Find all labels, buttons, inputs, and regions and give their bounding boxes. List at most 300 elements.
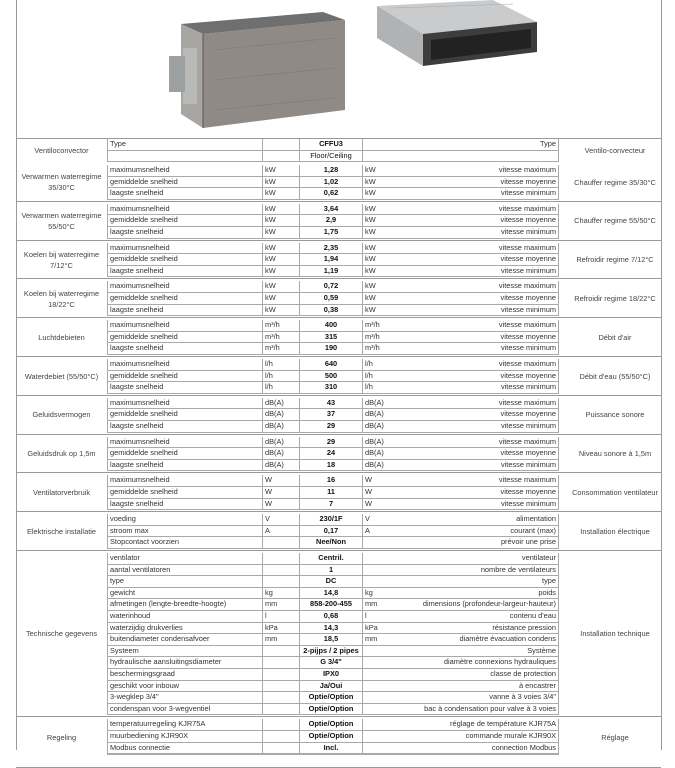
- value: 37: [300, 409, 363, 421]
- spec-section: [16, 475, 671, 510]
- header-left-label: Ventiloconvector: [34, 145, 89, 155]
- property-nl: gemiddelde snelheid: [108, 215, 263, 227]
- section-label-fr: Niveau sonore à 1,5m: [578, 449, 652, 459]
- section-label-fr: Débit d'air: [598, 332, 632, 342]
- property-nl: maximumsnelheid: [108, 243, 263, 254]
- property-fr: vitesse maximum: [391, 204, 559, 215]
- property-fr: vitesse moyenne: [391, 254, 559, 266]
- unit-left: [263, 730, 300, 742]
- property-nl: gemiddelde snelheid: [108, 370, 263, 382]
- unit-left: kW: [263, 304, 300, 316]
- value: 310: [300, 382, 363, 394]
- property-fr: vanne à 3 voies 3/4": [391, 692, 559, 704]
- spec-section: [16, 359, 671, 394]
- property-fr: vitesse minimum: [391, 498, 559, 510]
- property-nl: muurbediening KJR90X: [108, 730, 263, 742]
- property-nl: [108, 754, 263, 755]
- unit-left: W: [263, 486, 300, 498]
- property-nl: laagste snelheid: [108, 498, 263, 510]
- unit-left: [263, 754, 300, 755]
- property-nl: Modbus connectie: [108, 742, 263, 754]
- spec-row: [16, 514, 671, 525]
- property-fr: vitesse moyenne: [391, 292, 559, 304]
- model-subtitle: Floor/Ceiling: [300, 150, 363, 162]
- property-nl: type: [108, 576, 263, 588]
- section-label-nl: Regeling: [46, 732, 77, 742]
- section-separator: [16, 716, 661, 717]
- property-nl: gemiddelde snelheid: [108, 331, 263, 343]
- value: 7: [300, 498, 363, 510]
- value: 500: [300, 370, 363, 382]
- property-nl: waterzijdig drukverlies: [108, 622, 263, 634]
- property-fr: diamètre évacuation condens: [391, 634, 559, 646]
- unit-right: kW: [363, 176, 392, 188]
- unit-right: m³/h: [363, 320, 392, 331]
- property-nl: beschermingsgraad: [108, 668, 263, 680]
- unit-right: [363, 553, 392, 564]
- section-label-nl: Ventilatorverbruik: [32, 488, 91, 498]
- unit-left: dB(A): [263, 409, 300, 421]
- value: 14,3: [300, 622, 363, 634]
- unit-left: [263, 719, 300, 730]
- value: 29: [300, 437, 363, 448]
- unit-right: [363, 692, 392, 704]
- property-fr: vitesse maximum: [391, 243, 559, 254]
- unit-right: kW: [363, 292, 392, 304]
- unit-right: [363, 742, 392, 754]
- section-label-fr: Installation technique: [580, 629, 650, 639]
- property-nl: laagste snelheid: [108, 265, 263, 277]
- section-label-fr: Installation électrique: [580, 526, 650, 536]
- property-fr: vitesse moyenne: [391, 486, 559, 498]
- property-fr: vitesse minimum: [391, 343, 559, 355]
- value: 11: [300, 486, 363, 498]
- property-fr: bac à condensation pour valve à 3 voies: [391, 703, 559, 715]
- property-fr: vitesse moyenne: [391, 331, 559, 343]
- property-nl: gemiddelde snelheid: [108, 292, 263, 304]
- unit-right: kW: [363, 304, 392, 316]
- property-nl: Stopcontact voorzien: [108, 537, 263, 549]
- property-nl: afmetingen (lengte-breedte-hoogte): [108, 599, 263, 611]
- property-nl: maximumsnelheid: [108, 320, 263, 331]
- unit-right: [363, 730, 392, 742]
- section-label-fr: Chauffer regime 35/30°C: [574, 177, 656, 187]
- unit-right: [363, 719, 392, 730]
- property-nl: gemiddelde snelheid: [108, 254, 263, 266]
- section-label-fr: Refroidir regime 7/12°C: [576, 255, 654, 265]
- unit-right: kg: [363, 587, 392, 599]
- section-label-fr: Chauffer regime 55/50°C: [574, 216, 656, 226]
- property-nl: maximumsnelheid: [108, 398, 263, 409]
- unit-right: dB(A): [363, 459, 392, 471]
- property-nl: geschikt voor inbouw: [108, 680, 263, 692]
- unit-right: dB(A): [363, 448, 392, 460]
- property-fr: Système: [391, 645, 559, 657]
- property-fr: [391, 754, 559, 755]
- property-nl: ventilator: [108, 553, 263, 564]
- unit-left: kW: [263, 215, 300, 227]
- spec-row: [16, 243, 671, 254]
- value: 2,35: [300, 243, 363, 254]
- unit-right: W: [363, 475, 392, 486]
- property-nl: condenspan voor 3-wegventiel: [108, 703, 263, 715]
- spec-section: [16, 514, 671, 549]
- value: [300, 754, 363, 755]
- property-fr: réglage de température KJR75A: [391, 719, 559, 730]
- section-label-nl: Geluidsdruk op 1,5m: [27, 449, 96, 459]
- property-fr: vitesse moyenne: [391, 176, 559, 188]
- unit-right: V: [363, 514, 392, 525]
- spec-section: [16, 204, 671, 239]
- unit-left: dB(A): [263, 437, 300, 448]
- blank-cell: [263, 150, 300, 162]
- unit-right: m³/h: [363, 331, 392, 343]
- unit-left: [263, 668, 300, 680]
- section-separator: [16, 240, 661, 241]
- spec-section: [16, 243, 671, 278]
- unit-left: [263, 657, 300, 669]
- unit-right: dB(A): [363, 437, 392, 448]
- value: Optie/Option: [300, 719, 363, 730]
- unit-left: W: [263, 475, 300, 486]
- property-fr: vitesse moyenne: [391, 215, 559, 227]
- section-label-nl: Waterdebiet (55/50°C): [24, 371, 99, 381]
- section-label-nl: Elektrische installatie: [26, 526, 96, 536]
- section-separator: [16, 201, 661, 202]
- value: 400: [300, 320, 363, 331]
- value: 0,38: [300, 304, 363, 316]
- value: 1,28: [300, 165, 363, 176]
- unit-left: mm: [263, 599, 300, 611]
- section-label-nl: Luchtdebieten: [38, 332, 85, 342]
- property-nl: laagste snelheid: [108, 304, 263, 316]
- unit-right: mm: [363, 599, 392, 611]
- unit-left: kW: [263, 243, 300, 254]
- property-nl: laagste snelheid: [108, 459, 263, 471]
- value: 18: [300, 459, 363, 471]
- unit-left: kg: [263, 587, 300, 599]
- unit-left: kW: [263, 281, 300, 292]
- property-fr: dimensions (profondeur-largeur-hauteur): [391, 599, 559, 611]
- unit-right: [363, 645, 392, 657]
- unit-left: [263, 553, 300, 564]
- unit-left: kW: [263, 292, 300, 304]
- unit-right: [363, 754, 392, 755]
- value: 315: [300, 331, 363, 343]
- unit-right: kW: [363, 204, 392, 215]
- unit-left: kW: [263, 165, 300, 176]
- value: 29: [300, 420, 363, 432]
- value: 190: [300, 343, 363, 355]
- unit-right: l/h: [363, 382, 392, 394]
- unit-left: [263, 564, 300, 576]
- blank-cell: [363, 139, 392, 150]
- property-nl: buitendiameter condensafvoer: [108, 634, 263, 646]
- spec-row: [16, 204, 671, 215]
- property-nl: laagste snelheid: [108, 382, 263, 394]
- section-separator: [16, 317, 661, 318]
- value: 230/1F: [300, 514, 363, 525]
- type-label-fr: Type: [391, 139, 559, 150]
- unit-right: dB(A): [363, 398, 392, 409]
- unit-right: kW: [363, 188, 392, 200]
- unit-right: mm: [363, 634, 392, 646]
- property-nl: maximumsnelheid: [108, 475, 263, 486]
- value: 2,9: [300, 215, 363, 227]
- value: Optie/Option: [300, 692, 363, 704]
- unit-right: A: [363, 525, 392, 537]
- property-nl: maximumsnelheid: [108, 359, 263, 370]
- unit-left: [263, 692, 300, 704]
- section-label-nl: Koelen bij waterregime 7/12°C: [23, 249, 100, 270]
- unit-left: kW: [263, 188, 300, 200]
- property-fr: classe de protection: [391, 668, 559, 680]
- section-label-fr: Refroidir regime 18/22°C: [574, 294, 656, 304]
- unit-left: [263, 537, 300, 549]
- unit-right: W: [363, 486, 392, 498]
- unit-left: V: [263, 514, 300, 525]
- blank-cell: [363, 150, 392, 162]
- unit-right: dB(A): [363, 420, 392, 432]
- property-fr: à encastrer: [391, 680, 559, 692]
- value: 18,5: [300, 634, 363, 646]
- property-nl: maximumsnelheid: [108, 204, 263, 215]
- property-nl: maximumsnelheid: [108, 437, 263, 448]
- value: 1: [300, 564, 363, 576]
- value: 1,75: [300, 226, 363, 238]
- value: 640: [300, 359, 363, 370]
- unit-left: [263, 742, 300, 754]
- unit-left: [263, 645, 300, 657]
- unit-left: l/h: [263, 382, 300, 394]
- spec-row: [16, 437, 671, 448]
- value: 2-pijps / 2 pipes: [300, 645, 363, 657]
- section-separator: [16, 395, 661, 396]
- value: Incl.: [300, 742, 363, 754]
- unit-left: l/h: [263, 370, 300, 382]
- unit-left: kW: [263, 226, 300, 238]
- property-fr: vitesse moyenne: [391, 370, 559, 382]
- value: G 3/4": [300, 657, 363, 669]
- property-fr: diamètre connexions hydrauliques: [391, 657, 559, 669]
- unit-right: kW: [363, 254, 392, 266]
- unit-left: kW: [263, 176, 300, 188]
- model-name: CFFU3: [300, 139, 363, 150]
- unit-left: l: [263, 610, 300, 622]
- value: 43: [300, 398, 363, 409]
- property-fr: vitesse moyenne: [391, 409, 559, 421]
- property-fr: vitesse minimum: [391, 304, 559, 316]
- property-fr: courant (max): [391, 525, 559, 537]
- property-nl: hydraulische aansluitingsdiameter: [108, 657, 263, 669]
- unit-left: dB(A): [263, 448, 300, 460]
- property-nl: maximumsnelheid: [108, 165, 263, 176]
- unit-right: l: [363, 610, 392, 622]
- spec-section: [16, 553, 671, 715]
- value: 858-200-455: [300, 599, 363, 611]
- spec-row: [16, 475, 671, 486]
- spec-row: [16, 320, 671, 331]
- value: 1,02: [300, 176, 363, 188]
- value: Optie/Option: [300, 730, 363, 742]
- spec-section: [16, 281, 671, 316]
- section-label-nl: Verwarmen waterregime 55/50°C: [21, 210, 102, 231]
- property-fr: vitesse maximum: [391, 398, 559, 409]
- property-nl: voeding: [108, 514, 263, 525]
- unit-right: l/h: [363, 359, 392, 370]
- property-fr: vitesse maximum: [391, 475, 559, 486]
- unit-right: [363, 576, 392, 588]
- spec-section: [16, 437, 671, 472]
- value: IPX0: [300, 668, 363, 680]
- spec-section: [16, 165, 671, 200]
- property-fr: alimentation: [391, 514, 559, 525]
- property-nl: gewicht: [108, 587, 263, 599]
- spec-row: [16, 553, 671, 564]
- property-fr: vitesse minimum: [391, 459, 559, 471]
- unit-left: dB(A): [263, 459, 300, 471]
- unit-left: [263, 680, 300, 692]
- unit-right: [363, 668, 392, 680]
- unit-right: kW: [363, 215, 392, 227]
- unit-right: kPa: [363, 622, 392, 634]
- section-separator: [16, 511, 661, 512]
- section-label-fr: Débit d'eau (55/50°C): [579, 371, 651, 381]
- property-nl: laagste snelheid: [108, 188, 263, 200]
- section-separator: [16, 472, 661, 473]
- section-separator: [16, 278, 661, 279]
- property-fr: vitesse maximum: [391, 320, 559, 331]
- value: 24: [300, 448, 363, 460]
- value: DC: [300, 576, 363, 588]
- unit-right: kW: [363, 165, 392, 176]
- section-label-nl: Technische gegevens: [25, 629, 98, 639]
- blank-cell: [108, 150, 263, 162]
- type-label-nl: Type: [108, 139, 263, 150]
- section-label-fr: Consommation ventilateur: [572, 488, 658, 498]
- unit-right: dB(A): [363, 409, 392, 421]
- property-fr: type: [391, 576, 559, 588]
- unit-left: A: [263, 525, 300, 537]
- blank-cell: [391, 150, 559, 162]
- property-nl: gemiddelde snelheid: [108, 176, 263, 188]
- property-nl: laagste snelheid: [108, 420, 263, 432]
- value: 0,68: [300, 610, 363, 622]
- value: 0,72: [300, 281, 363, 292]
- property-fr: ventilateur: [391, 553, 559, 564]
- unit-left: W: [263, 498, 300, 510]
- unit-left: m³/h: [263, 343, 300, 355]
- spec-section: [16, 398, 671, 433]
- unit-right: kW: [363, 243, 392, 254]
- property-nl: 3-wegklep 3/4": [108, 692, 263, 704]
- unit-right: [363, 564, 392, 576]
- property-fr: vitesse minimum: [391, 265, 559, 277]
- property-fr: poids: [391, 587, 559, 599]
- property-fr: vitesse maximum: [391, 281, 559, 292]
- unit-left: l/h: [263, 359, 300, 370]
- property-nl: gemiddelde snelheid: [108, 409, 263, 421]
- property-nl: stroom max: [108, 525, 263, 537]
- unit-right: [363, 657, 392, 669]
- property-fr: commande murale KJR90X: [391, 730, 559, 742]
- value: Ja/Oui: [300, 680, 363, 692]
- property-fr: nombre de ventilateurs: [391, 564, 559, 576]
- unit-right: kW: [363, 265, 392, 277]
- property-nl: laagste snelheid: [108, 226, 263, 238]
- section-label-nl: Verwarmen waterregime 35/30°C: [21, 172, 102, 193]
- property-fr: vitesse maximum: [391, 437, 559, 448]
- value: 0,62: [300, 188, 363, 200]
- unit-right: kW: [363, 226, 392, 238]
- unit-left: mm: [263, 634, 300, 646]
- spec-row: [16, 281, 671, 292]
- property-fr: vitesse minimum: [391, 382, 559, 394]
- unit-left: kPa: [263, 622, 300, 634]
- unit-right: l/h: [363, 370, 392, 382]
- property-fr: vitesse maximum: [391, 359, 559, 370]
- unit-left: kW: [263, 254, 300, 266]
- property-nl: gemiddelde snelheid: [108, 486, 263, 498]
- spec-row: [16, 359, 671, 370]
- property-nl: waterinhoud: [108, 610, 263, 622]
- unit-right: m³/h: [363, 343, 392, 355]
- section-separator: [16, 434, 661, 435]
- blank-cell: [263, 139, 300, 150]
- unit-left: [263, 703, 300, 715]
- unit-right: [363, 703, 392, 715]
- section-label-fr: Puissance sonore: [585, 410, 645, 420]
- unit-right: kW: [363, 281, 392, 292]
- property-fr: vitesse minimum: [391, 420, 559, 432]
- header-right-label: Ventilo-convecteur: [584, 145, 646, 155]
- property-nl: maximumsnelheid: [108, 281, 263, 292]
- spec-row: [16, 719, 671, 730]
- value: 1,94: [300, 254, 363, 266]
- value: 1,19: [300, 265, 363, 277]
- property-fr: vitesse minimum: [391, 226, 559, 238]
- unit-right: [363, 537, 392, 549]
- unit-left: dB(A): [263, 420, 300, 432]
- value: 0,17: [300, 525, 363, 537]
- spec-row: [16, 165, 671, 176]
- property-nl: temperatuurregeling KJR75A: [108, 719, 263, 730]
- property-nl: Systeem: [108, 645, 263, 657]
- property-nl: gemiddelde snelheid: [108, 448, 263, 460]
- unit-left: [263, 576, 300, 588]
- value: Nee/Non: [300, 537, 363, 549]
- spec-row: [16, 398, 671, 409]
- section-separator: [16, 356, 661, 357]
- property-fr: résistance pression: [391, 622, 559, 634]
- value: 16: [300, 475, 363, 486]
- unit-right: [363, 680, 392, 692]
- property-fr: connection Modbus: [391, 742, 559, 754]
- header-table: [16, 139, 671, 162]
- value: 0,59: [300, 292, 363, 304]
- section-label-nl: Koelen bij waterregime 18/22°C: [23, 288, 100, 309]
- value: 3,64: [300, 204, 363, 215]
- unit-left: dB(A): [263, 398, 300, 409]
- property-fr: vitesse maximum: [391, 165, 559, 176]
- property-fr: contenu d'eau: [391, 610, 559, 622]
- spec-section: [16, 320, 671, 355]
- property-fr: vitesse minimum: [391, 188, 559, 200]
- value: Centril.: [300, 553, 363, 564]
- unit-left: m³/h: [263, 331, 300, 343]
- section-label-nl: Geluidsvermogen: [32, 410, 91, 420]
- property-fr: prévoir une prise: [391, 537, 559, 549]
